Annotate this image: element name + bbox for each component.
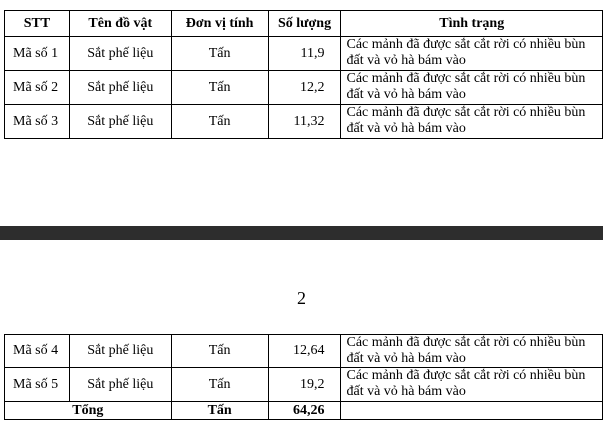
cell-status: Các mảnh đã được sắt cắt rời có nhiều bùn đất và vỏ hà bám vào (341, 37, 603, 71)
cell-unit: Tấn (171, 368, 268, 402)
header-unit: Đơn vị tính (171, 11, 268, 37)
total-status (341, 402, 603, 420)
table-row (5, 37, 603, 71)
cell-item-name: Sắt phế liệu (69, 368, 171, 402)
cell-quantity: 11,32 (268, 105, 341, 139)
inventory-table-page2 (4, 334, 603, 420)
inventory-table-page1 (4, 10, 603, 139)
cell-unit: Tấn (171, 37, 268, 71)
cell-stt: Mã số 4 (5, 335, 70, 368)
cell-item-name: Sắt phế liệu (69, 37, 171, 71)
cell-item-name: Sắt phế liệu (69, 105, 171, 139)
cell-item-name: Sắt phế liệu (69, 71, 171, 105)
table-row (5, 335, 603, 368)
total-label: Tổng (5, 402, 172, 420)
cell-status: Các mảnh đã được sắt cắt rời có nhiều bùn đất và vỏ hà bám vào (341, 105, 603, 139)
cell-status: Các mảnh đã được sắt cắt rời có nhiều bùn đất và vỏ hà bám vào (341, 71, 603, 105)
total-unit: Tấn (171, 402, 268, 420)
table-header-row (5, 11, 603, 37)
cell-item-name: Sắt phế liệu (69, 335, 171, 368)
total-quantity: 64,26 (268, 402, 341, 420)
cell-status: Các mảnh đã được sắt cắt rời có nhiều bùn đất và vỏ hà bám vào (341, 335, 603, 368)
cell-unit: Tấn (171, 335, 268, 368)
header-status: Tình trạng (341, 11, 603, 37)
table-row (5, 105, 603, 139)
cell-quantity: 11,9 (268, 37, 341, 71)
cell-quantity: 19,2 (268, 368, 341, 402)
cell-stt: Mã số 1 (5, 37, 70, 71)
cell-status: Các mảnh đã được sắt cắt rời có nhiều bùn đất và vỏ hà bám vào (341, 368, 603, 402)
total-row (5, 402, 603, 420)
table-row (5, 71, 603, 105)
cell-quantity: 12,2 (268, 71, 341, 105)
page-break (0, 226, 603, 240)
cell-stt: Mã số 5 (5, 368, 70, 402)
header-item-name: Tên đồ vật (69, 11, 171, 37)
cell-stt: Mã số 2 (5, 71, 70, 105)
table-row (5, 368, 603, 402)
header-quantity: Số lượng (268, 11, 341, 37)
cell-unit: Tấn (171, 105, 268, 139)
cell-stt: Mã số 3 (5, 105, 70, 139)
cell-quantity: 12,64 (268, 335, 341, 368)
cell-unit: Tấn (171, 71, 268, 105)
page-number: 2 (297, 288, 306, 308)
header-stt: STT (5, 11, 70, 37)
